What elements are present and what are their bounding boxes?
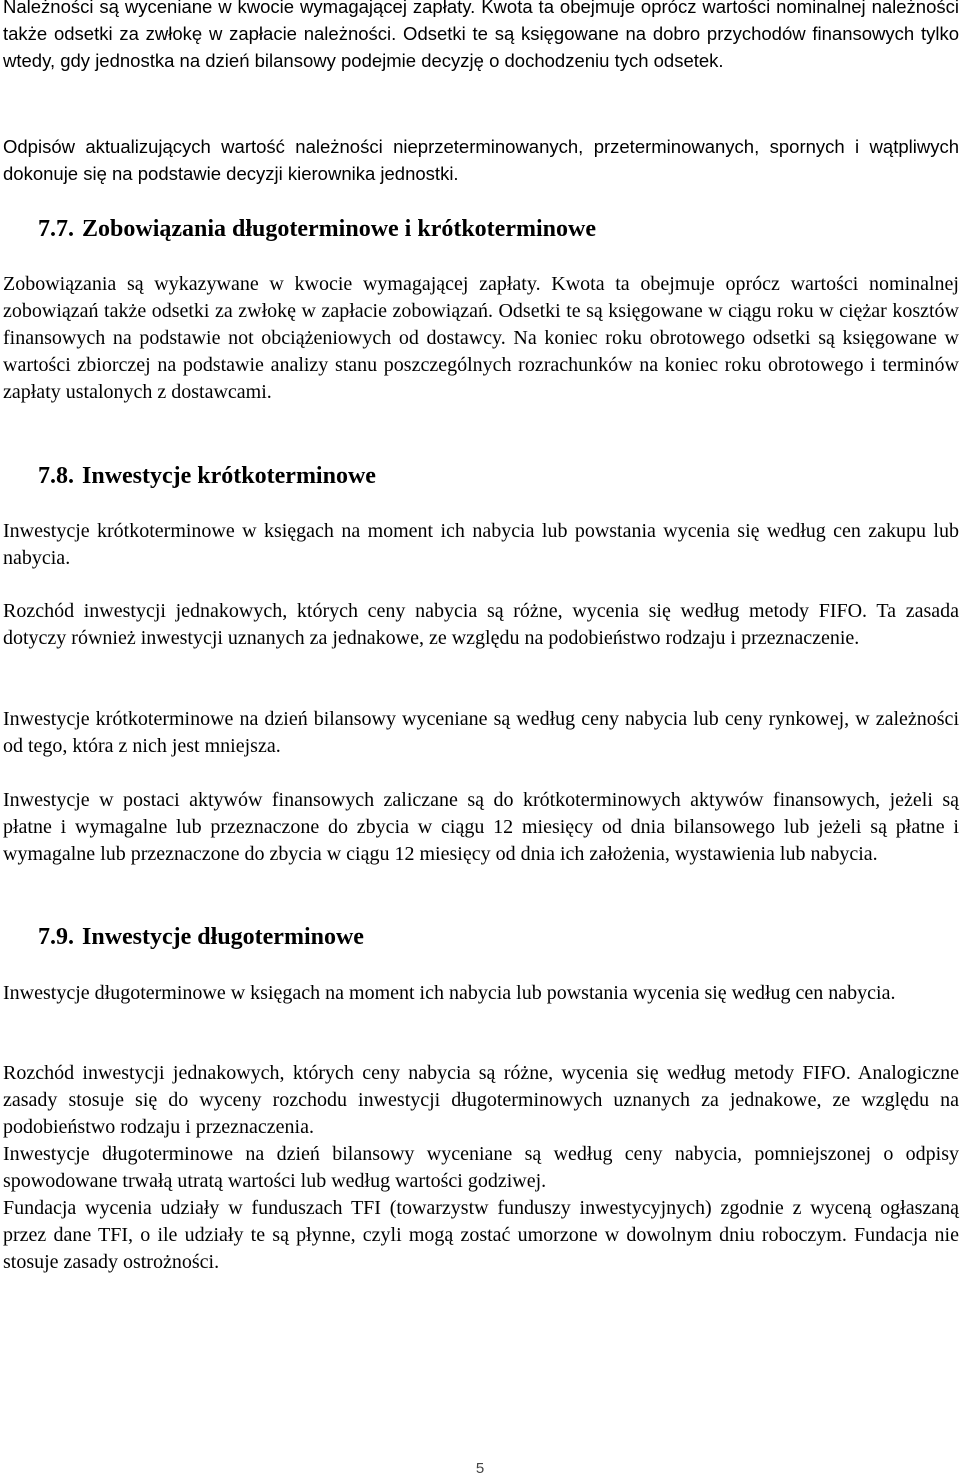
- paragraph-short-term-balance: Inwestycje krótkoterminowe na dzień bilansowy wyceniane są według ceny nabycia lub ceny rynkowej, w zależności od tego, która z nich jest mniejsza.: [3, 708, 959, 757]
- paragraph-long-term-cost: Inwestycje długoterminowe w księgach na moment ich nabycia lub powstania wycenia się według cen nabycia.: [3, 982, 896, 1004]
- paragraph-receivables-writedowns: Odpisów aktualizujących wartość należności nieprzeterminowanych, przeterminowanych, spornych i wątpliwych dokonuje się na podstawie decyzji kierownika jednostki.: [3, 136, 959, 184]
- paragraph-liabilities: Zobowiązania są wykazywane w kwocie wymagającej zapłaty. Kwota ta obejmuje oprócz wartości nominalnej zobowiązań także odsetki za zwłokę w zapłacie zobowiązań. Odsetki te są księgowane w ciągu roku w ciężar kosztów finansowych na podstawie not obciążeniowych od dostawcy. Na koniec roku obrotowego odsetki są księgowane w wartości zbiorczej na podstawie analizy stanu poszczególnych rozrachunków na koniec roku obrotowego i terminów zapłaty ustalonych z dostawcami.: [3, 273, 959, 403]
- heading-7-8: [38, 461, 376, 491]
- heading-7-8-number: 7.8.: [38, 463, 74, 489]
- paragraph-short-term-classification: Inwestycje w postaci aktywów finansowych zaliczane są do krótkoterminowych aktywów finansowych, jeżeli są płatne i wymagalne lub przeznaczone do zbycia w ciągu 12 miesięcy od dnia bilansowego lub jeżeli są płatne i wymagalne lub przeznaczone do zbycia w ciągu 12 miesięcy od dnia ich założenia, wystawienia lub nabycia.: [3, 789, 959, 865]
- heading-7-7: [38, 214, 596, 244]
- paragraph-long-term-fifo: Rozchód inwestycji jednakowych, których ceny nabycia są różne, wycenia się według metody FIFO. Analogiczne zasady stosuje się do wyceny rozchodu inwestycji długoterminowych uznanych za jednakowe, ze względu na podobieństwo rodzaju i przeznaczenia.: [3, 1062, 959, 1138]
- paragraph-tfi-funds: Fundacja wycenia udziały w funduszach TFI (towarzystw funduszy inwestycyjnych) zgodnie z wyceną ogłaszaną przez dane TFI, o ile udziały te są płynne, czyli mogą zostać umorzone w dowolnym dniu roboczym. Fundacja nie stosuje zasady ostrożności.: [3, 1197, 959, 1273]
- heading-7-8-title: Inwestycje krótkoterminowe: [82, 463, 376, 489]
- paragraph-long-term-balance: Inwestycje długoterminowe na dzień bilansowy wyceniane są według ceny nabycia, pomniejszonej o odpisy spowodowane trwałą utratą wartości lub według wartości godziwej.: [3, 1143, 959, 1192]
- heading-7-7-number: 7.7.: [38, 216, 74, 242]
- heading-7-7-title: Zobowiązania długoterminowe i krótkoterminowe: [82, 216, 596, 242]
- page-number: 5: [475, 1460, 485, 1477]
- heading-7-9-number: 7.9.: [38, 924, 74, 950]
- heading-7-9-title: Inwestycje długoterminowe: [82, 924, 364, 950]
- paragraph-short-term-cost: Inwestycje krótkoterminowe w księgach na moment ich nabycia lub powstania wycenia się według cen zakupu lub nabycia.: [3, 520, 959, 569]
- paragraph-receivables-valuation: Należności są wyceniane w kwocie wymagającej zapłaty. Kwota ta obejmuje oprócz wartości nominalnej należności także odsetki za zwłokę w zapłacie należności. Odsetki te są księgowane na dobro przychodów finansowych tylko wtedy, gdy jednostka na dzień bilansowy podejmie decyzję o dochodzeniu tych odsetek.: [3, 0, 959, 71]
- heading-7-9: [38, 922, 364, 952]
- paragraph-short-term-fifo: Rozchód inwestycji jednakowych, których ceny nabycia są różne, wycenia się według metody FIFO. Ta zasada dotyczy również inwestycji uznanych za jednakowe, ze względu na podobieństwo rodzaju i przeznaczenie.: [3, 600, 959, 649]
